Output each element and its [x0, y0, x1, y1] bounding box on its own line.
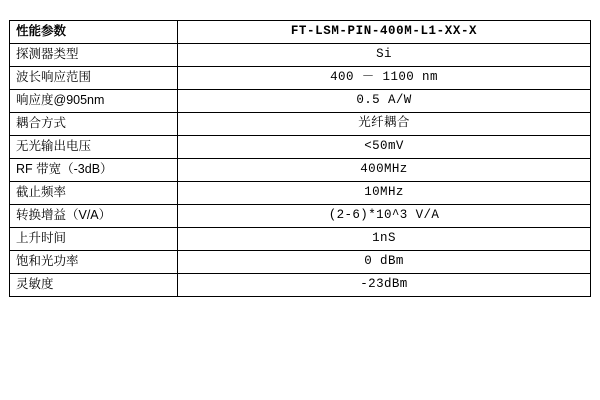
table-row: [10, 67, 591, 90]
row-param-value: 1nS: [178, 228, 591, 251]
row-param-label: 波长响应范围: [10, 67, 178, 90]
row-param-label: 响应度@905nm: [10, 90, 178, 113]
row-param-value: 0.5 A/W: [178, 90, 591, 113]
row-param-label: 上升时间: [10, 228, 178, 251]
row-param-label: 耦合方式: [10, 113, 178, 136]
row-param-value: 400MHz: [178, 159, 591, 182]
row-param-label: 截止频率: [10, 182, 178, 205]
table-header-row: [10, 21, 591, 44]
table-row: [10, 274, 591, 297]
row-param-label: 探测器类型: [10, 44, 178, 67]
row-param-value: Si: [178, 44, 591, 67]
table-row: [10, 113, 591, 136]
row-param-label: 转换增益（V/A）: [10, 205, 178, 228]
row-param-label: RF 带宽（-3dB）: [10, 159, 178, 182]
table-row: [10, 205, 591, 228]
table-row: [10, 44, 591, 67]
table-row: [10, 228, 591, 251]
row-param-value: -23dBm: [178, 274, 591, 297]
header-model-cell: FT-LSM-PIN-400M-L1-XX-X: [178, 21, 591, 44]
row-param-label: 无光输出电压: [10, 136, 178, 159]
table-body: [10, 21, 591, 297]
header-parameter-cell: 性能参数: [10, 21, 178, 44]
row-param-value: <50mV: [178, 136, 591, 159]
row-param-label: 灵敏度: [10, 274, 178, 297]
table-row: [10, 251, 591, 274]
table-row: [10, 182, 591, 205]
row-param-value: (2-6)*10^3 V/A: [178, 205, 591, 228]
specification-table: [9, 20, 591, 297]
row-param-value: 400 － 1100 nm: [178, 67, 591, 90]
row-param-value: 0 dBm: [178, 251, 591, 274]
row-param-value: 光纤耦合: [178, 113, 591, 136]
table-row: [10, 159, 591, 182]
table-row: [10, 90, 591, 113]
table-row: [10, 136, 591, 159]
row-param-value: 10MHz: [178, 182, 591, 205]
row-param-label: 饱和光功率: [10, 251, 178, 274]
